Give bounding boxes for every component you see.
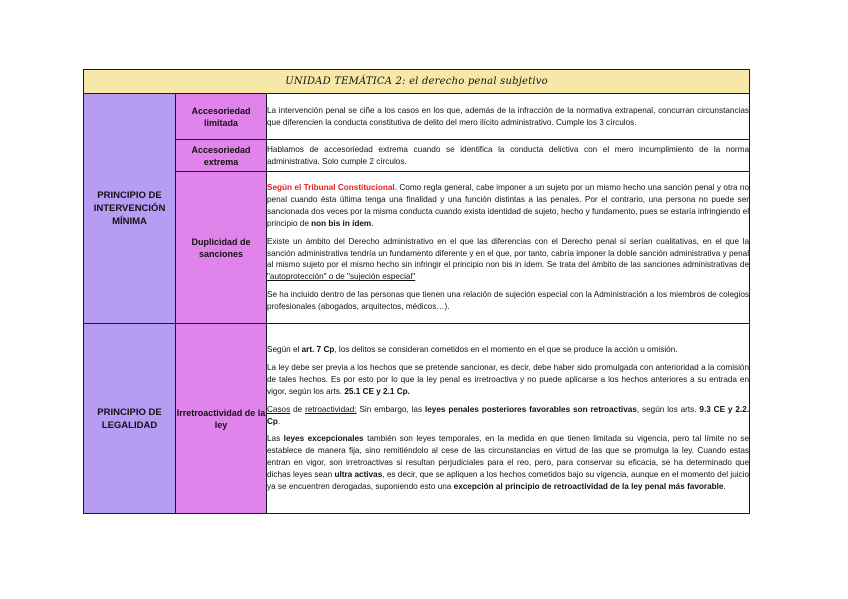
tribunal-constitucional-lead: Según el Tribunal Constitucional. bbox=[267, 182, 397, 192]
text-irretroactividad: Según el art. 7 Cp, los delitos se consideran cometidos en el momento en el que se produce la acción u omisión. La ley debe ser previa a los hechos que se pretende sancionar, es decir, debe haber sido promulgada con anterioridad a la comisión de tales hechos. Es por esto por lo que la ley penal es irretroactiva y no puede aplicarse a los hechos anteriores a su entrada en vigor, según los arts. 25.1 CE y 2.1 Cp. Casos de retroactividad: Sin embargo, las leyes penales posteriores favorables son retroactivas, según los arts. 9.3 CE y 2.2. Cp. Las leyes excepcionales también son leyes temporales, en la medida en que tienen limitada su vigencia, pero tal límite no se establece de manera fija, sino remitiéndolo al cese de las circunstancias en virtud de las que se promulga la ley. Cuando estas entran en vigor, son irretroactivas si resultan perjudiciales para el reo, pero, para conservar su eficacia, se ha determinado que dichas leyes sean ultra activas, es decir, que se apliquen a los hechos cometidos bajo su vigencia, aunque en el momento del juicio ya se encuentren derogadas, suponiendo esto una excepción al principio de retroactividad de la ley penal más favorable. bbox=[267, 324, 750, 514]
concept-accesoriedad-extrema: Accesoriedad extrema bbox=[176, 140, 267, 172]
principle-legalidad: PRINCIPIO DE LEGALIDAD bbox=[84, 324, 176, 514]
table-title: UNIDAD TEMÁTICA 2: el derecho penal subjetivo bbox=[84, 70, 750, 94]
text-accesoriedad-extrema: Hablamos de accesoriedad extrema cuando se identifica la conducta delictiva con el mero incumplimiento de la norma administrativa. Solo cumple 2 círculos. bbox=[267, 140, 750, 172]
text-duplicidad-sanciones: Según el Tribunal Constitucional. Como regla general, cabe imponer a un sujeto por un mismo hecho una sanción penal y otra no penal cuando ésta última tenga una finalidad y una función distintas a las penales. Por el contrario, una persona no puede ser sancionada dos veces por la misma conducta cuando exista identidad de sujeto, hecho y fundamento, pues se estaría infringiendo el principio de non bis in ídem. Existe un ámbito del Derecho administrativo en el que las diferencias con el Derecho penal sí serían cualitativas, en el que la sanción administrativa tendría un fundamento diferente y en el que, por tanto, cabría imponer la doble sanción administrativa y penal al mismo sujeto por el mismo hecho sin infringir el principio non bis in ídem. Se trata del ámbito de las sanciones administrativas de "autoprotección" o de "sujeción especial" Se ha incluido dentro de las personas que tienen una relación de sujeción especial con la Administración a los miembros de colegios profesionales (abogados, arquitectos, médicos…). bbox=[267, 172, 750, 324]
principle-intervencion-minima: PRINCIPIO DE INTERVENCIÓN MÍNIMA bbox=[84, 94, 176, 324]
summary-table bbox=[83, 69, 750, 514]
concept-duplicidad-sanciones: Duplicidad de sanciones bbox=[176, 172, 267, 324]
concept-accesoriedad-limitada: Accesoriedad limitada bbox=[176, 94, 267, 140]
text-accesoriedad-limitada: La intervención penal se ciñe a los casos en los que, además de la infracción de la normativa extrapenal, concurran circunstancias que diferencien la conducta constitutiva de delito del mero ilícito administrativo. Cumple los 3 círculos. bbox=[267, 94, 750, 140]
concept-irretroactividad: Irretroactividad de la ley bbox=[176, 324, 267, 514]
